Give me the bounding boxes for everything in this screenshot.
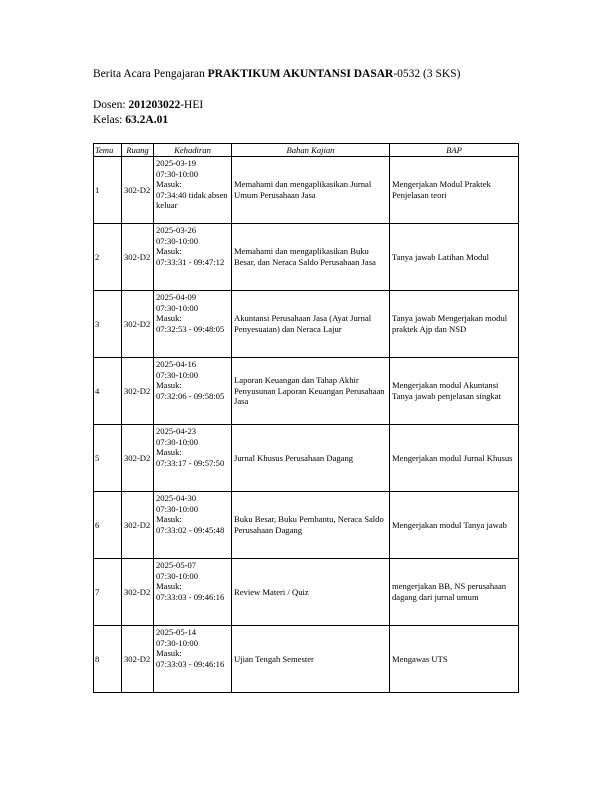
ruang-value: 302-D2: [124, 586, 151, 597]
bap-cell: [390, 559, 519, 626]
ruang-value: 302-D2: [124, 251, 151, 262]
temu-number: 5: [95, 452, 100, 463]
masuk-label: Masuk:: [156, 380, 182, 391]
kehadiran-cell: [154, 157, 232, 224]
bap-table: [93, 143, 519, 693]
bap-text: Mengawas UTS: [392, 653, 448, 664]
bahan-kajian-cell: [232, 224, 390, 291]
header-ruang: Ruang: [122, 144, 154, 157]
bap-cell: [390, 157, 519, 224]
ruang-cell: [122, 157, 154, 224]
kehadiran-cell: [154, 291, 232, 358]
bap-cell: [390, 291, 519, 358]
ruang-value: 302-D2: [124, 452, 151, 463]
masuk-label: Masuk:: [156, 581, 182, 592]
masuk-label: Masuk:: [156, 514, 182, 525]
bap-text: Tanya jawab Mengerjakan modul praktek Ajp dan NSD: [392, 313, 508, 334]
bahan-kajian-text: Review Materi / Quiz: [234, 586, 309, 597]
kelas-label: Kelas:: [93, 114, 126, 126]
bap-text: Mengerjakan Modul Praktek Penjelasan teori: [392, 179, 491, 200]
ruang-cell: [122, 291, 154, 358]
session-date: 2025-04-09: [156, 292, 197, 302]
masuk-time: 07:34:40 tidak absen keluar: [156, 189, 228, 211]
ruang-value: 302-D2: [124, 184, 151, 195]
bap-text: Tanya jawab Latihan Modul: [392, 251, 490, 262]
bahan-kajian-cell: [232, 626, 390, 693]
table-row: [94, 157, 519, 224]
dosen-label: Dosen:: [93, 99, 129, 111]
session-date: 2025-04-23: [156, 426, 197, 436]
ruang-value: 302-D2: [124, 519, 151, 530]
session-date: 2025-05-14: [156, 627, 197, 637]
ruang-cell: [122, 559, 154, 626]
bahan-kajian-text: Memahami dan mengaplikasikan Jurnal Umum Perusahaan Jasa: [234, 179, 372, 200]
table-row: [94, 425, 519, 492]
temu-cell: [94, 559, 122, 626]
header-bap: BAP: [390, 144, 519, 157]
temu-cell: [94, 224, 122, 291]
bahan-kajian-cell: [232, 425, 390, 492]
header-kehadiran: Kehadiran: [154, 144, 232, 157]
masuk-time: 07:33:17 - 09:57:50: [156, 457, 225, 468]
session-date: 2025-04-30: [156, 493, 197, 503]
session-time: 07:30-10:00: [156, 369, 199, 380]
bahan-kajian-cell: [232, 358, 390, 425]
bap-cell: [390, 358, 519, 425]
ruang-cell: [122, 224, 154, 291]
ruang-cell: [122, 425, 154, 492]
bahan-kajian-text: Akuntansi Perusahaan Jasa (Ayat Jurnal Penyesuaian) dan Neraca Lajur: [234, 313, 372, 334]
kehadiran-cell: [154, 559, 232, 626]
bahan-kajian-text: Buku Besar, Buku Pembantu, Neraca Saldo Perusahaan Dagang: [234, 514, 384, 535]
ruang-value: 302-D2: [124, 385, 151, 396]
masuk-label: Masuk:: [156, 648, 182, 659]
temu-number: 2: [95, 251, 100, 262]
header-bahan-kajian: Bahan Kajian: [232, 144, 390, 157]
kehadiran-cell: [154, 492, 232, 559]
kehadiran-cell: [154, 224, 232, 291]
bahan-kajian-cell: [232, 492, 390, 559]
masuk-label: Masuk:: [156, 447, 182, 458]
kelas-line: [93, 114, 168, 126]
bahan-kajian-cell: [232, 157, 390, 224]
title-prefix: Berita Acara Pengajaran: [93, 68, 208, 80]
bap-cell: [390, 492, 519, 559]
table-row: [94, 291, 519, 358]
bahan-kajian-text: Laporan Keuangan dan Tahap Akhir Penyusunan Laporan Keuangan Perusahaan Jasa: [234, 375, 385, 407]
session-time: 07:30-10:00: [156, 503, 199, 514]
bahan-kajian-text: Memahami dan mengaplikasikan Buku Besar, dan Neraca Saldo Perusahaan Jasa: [234, 246, 376, 267]
ruang-value: 302-D2: [124, 318, 151, 329]
course-suffix: -0532 (3 SKS): [393, 68, 461, 80]
temu-number: 3: [95, 318, 100, 329]
table-row: [94, 492, 519, 559]
masuk-label: Masuk:: [156, 313, 182, 324]
temu-cell: [94, 157, 122, 224]
kehadiran-cell: [154, 358, 232, 425]
ruang-cell: [122, 626, 154, 693]
masuk-time: 07:33:02 - 09:45:48: [156, 524, 225, 535]
course-name: PRAKTIKUM AKUNTANSI DASAR: [207, 68, 394, 80]
bap-cell: [390, 425, 519, 492]
table-row: [94, 224, 519, 291]
temu-cell: [94, 626, 122, 693]
session-date: 2025-04-16: [156, 359, 197, 369]
masuk-label: Masuk:: [156, 179, 182, 190]
ruang-value: 302-D2: [124, 653, 151, 664]
bap-text: mengerjakan BB, NS perusahaan dagang dari jurnal umum: [392, 581, 507, 602]
bahan-kajian-text: Ujian Tengah Semester: [234, 653, 314, 664]
session-date: 2025-03-19: [156, 158, 197, 168]
ruang-cell: [122, 492, 154, 559]
temu-number: 4: [95, 385, 100, 396]
bap-cell: [390, 626, 519, 693]
masuk-time: 07:33:31 - 09:47:12: [156, 256, 225, 267]
bahan-kajian-cell: [232, 291, 390, 358]
header-temu: Temu: [94, 144, 122, 157]
session-time: 07:30-10:00: [156, 637, 199, 648]
session-date: 2025-03-26: [156, 225, 197, 235]
bap-text: Mengerjakan modul Akuntansi Tanya jawab penjelasan singkat: [392, 380, 501, 401]
session-time: 07:30-10:00: [156, 168, 199, 179]
temu-cell: [94, 358, 122, 425]
table-row: [94, 358, 519, 425]
masuk-time: 07:32:06 - 09:58:05: [156, 390, 225, 401]
bap-cell: [390, 224, 519, 291]
bahan-kajian-text: Jurnal Khusus Perusahaan Dagang: [234, 452, 354, 463]
session-time: 07:30-10:00: [156, 302, 199, 313]
temu-cell: [94, 492, 122, 559]
masuk-time: 07:33:03 - 09:46:16: [156, 591, 225, 602]
table-header-row: [94, 144, 519, 157]
kelas-value: 63.2A.01: [125, 114, 169, 126]
bap-text: Mengerjakan modul Tanya jawab: [392, 519, 507, 530]
dosen-code: -HEI: [180, 99, 204, 111]
temu-number: 7: [95, 586, 100, 597]
masuk-time: 07:32:53 - 09:48:05: [156, 323, 225, 334]
page-title: [93, 68, 460, 80]
temu-cell: [94, 291, 122, 358]
table-row: [94, 626, 519, 693]
session-time: 07:30-10:00: [156, 436, 199, 447]
table-row: [94, 559, 519, 626]
session-time: 07:30-10:00: [156, 570, 199, 581]
dosen-line: [93, 99, 203, 111]
kehadiran-cell: [154, 626, 232, 693]
masuk-label: Masuk:: [156, 246, 182, 257]
dosen-id: 201203022: [128, 99, 181, 111]
ruang-cell: [122, 358, 154, 425]
session-time: 07:30-10:00: [156, 235, 199, 246]
temu-number: 6: [95, 519, 100, 530]
temu-cell: [94, 425, 122, 492]
bahan-kajian-cell: [232, 559, 390, 626]
masuk-time: 07:33:03 - 09:46:16: [156, 658, 225, 669]
kehadiran-cell: [154, 425, 232, 492]
temu-number: 8: [95, 653, 100, 664]
temu-number: 1: [95, 184, 100, 195]
session-date: 2025-05-07: [156, 560, 197, 570]
bap-text: Mengerjakan modul Jurnal Khusus: [392, 452, 513, 463]
